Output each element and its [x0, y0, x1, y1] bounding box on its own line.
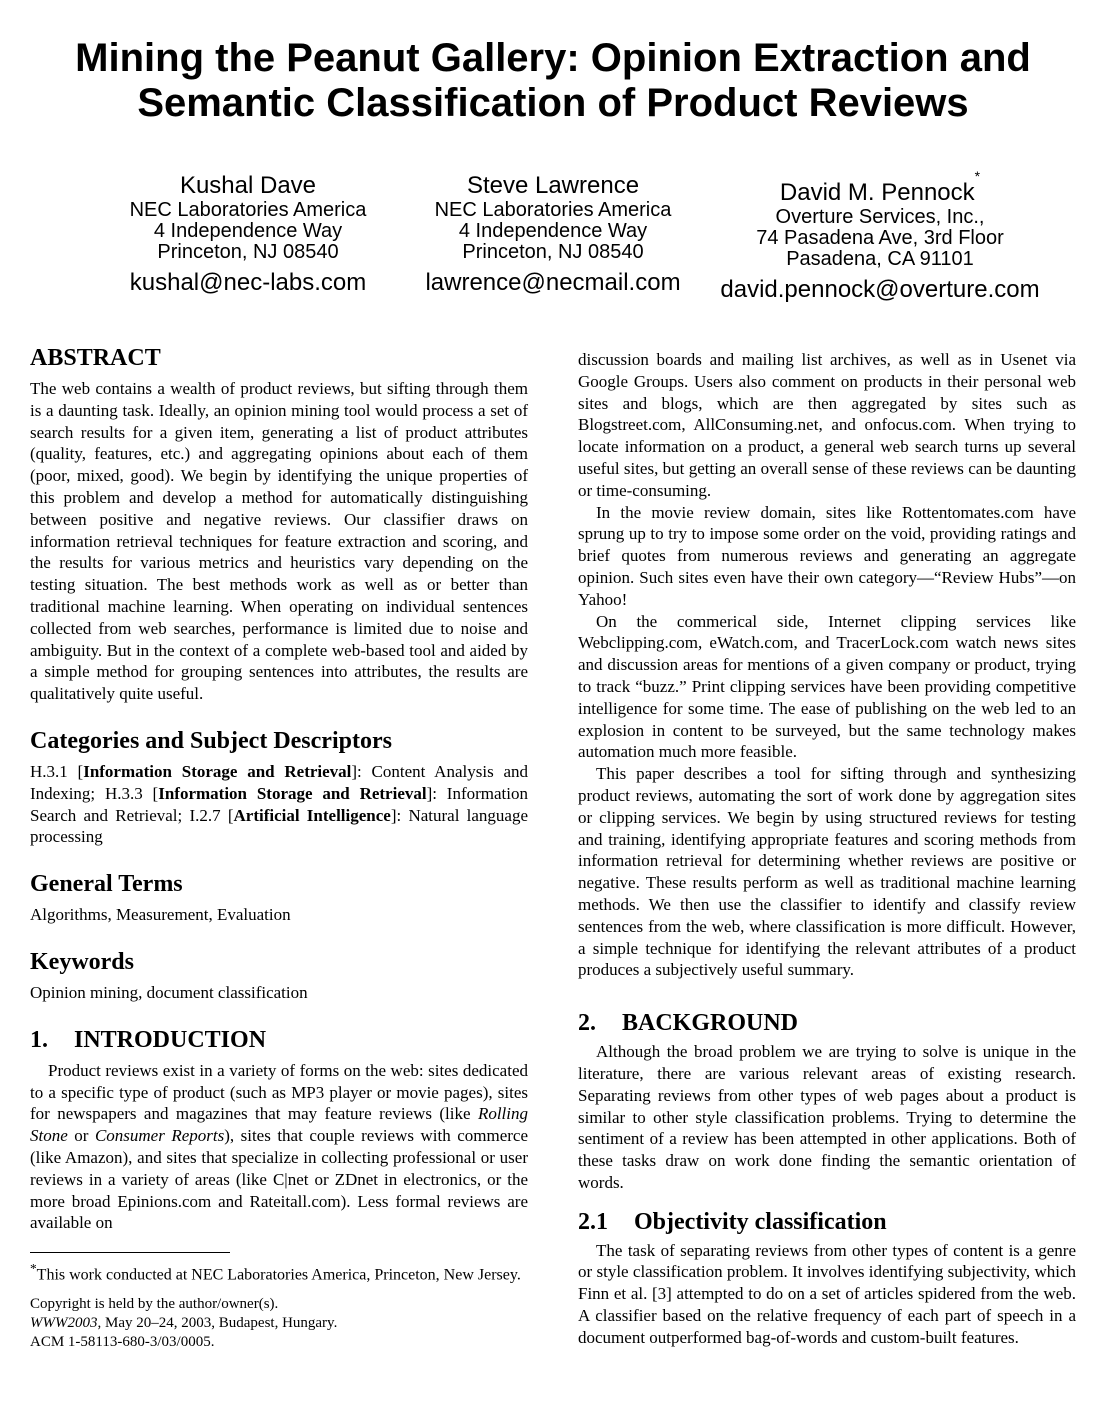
author-address-2: Princeton, NJ 08540	[157, 241, 339, 263]
conference-line: WWW2003, May 20–24, 2003, Budapest, Hungary.	[30, 1315, 338, 1332]
author-affiliation: Overture Services, Inc.,	[775, 206, 985, 228]
introduction-paragraph-1-continued: discussion boards and mailing list archives, as well as in Usenet via Google Groups. Users also comment on products in their personal web sites and blogs, which are then aggregated by sites such as Blogstreet.com, AllConsuming.net, and onfocus.com. When trying to locate information on a product, a general web search turns up several useful sites, but getting an overall sense of these reviews can be daunting or time-consuming.	[578, 350, 1076, 500]
general-terms-text: Algorithms, Measurement, Evaluation	[30, 905, 291, 925]
author-footnote-mark: *	[974, 168, 981, 184]
categories-text: H.3.1 [Information Storage and Retrieval]: Content Analysis and Indexing; H.3.3 [Information Storage and Retrieval]: Information Search and Retrieval; I.2.7 [Artificial Intelligence]: Natural language processing	[30, 761, 529, 847]
section-number: 1.	[30, 1026, 48, 1053]
section-number: 2.	[578, 1010, 596, 1037]
background-paragraph: Although the broad problem we are trying to solve is unique in the literature, there are various relevant areas of existing research. Separating reviews from other types of web pages about a product is similar to other style classification problems. Trying to determine the sentiment of a review has been attempted in other applications. Both of these tasks draw on work done finding the semantic orientation of words.	[578, 1042, 1076, 1192]
author-address-2: Princeton, NJ 08540	[462, 241, 644, 263]
keywords-heading: Keywords	[30, 948, 134, 975]
title-line-1: Mining the Peanut Gallery: Opinion Extraction and	[75, 36, 1031, 80]
right-column	[578, 349, 1076, 1349]
left-column	[30, 344, 528, 1352]
author-email: lawrence@necmail.com	[425, 269, 681, 296]
author-block-3	[705, 168, 1055, 304]
author-affiliation: NEC Laboratories America	[434, 199, 672, 221]
abstract-text: The web contains a wealth of product reviews, but sifting through them is a daunting task. Ideally, an opinion mining tool would process a set of search results for a given item, generating a list of product attributes (quality, features, etc.) and aggregating opinions about each of them (poor, mixed, good). We begin by identifying the unique properties of this problem and develop a method for automatically distinguishing between positive and negative reviews. Our classifier draws on information retrieval techniques for feature extraction and scoring, and the results for various metrics and heuristics vary depending on the testing situation. The best methods work as well as or better than traditional machine learning. When operating on individual sentences collected from web searches, performance is limited due to noise and ambiguity. But in the context of a complete web-based tool and aided by a simple method for grouping sentences into attributes, the results are qualitatively quite useful.	[30, 379, 528, 704]
copyright-notice	[30, 1295, 528, 1352]
author-block-2	[413, 172, 693, 297]
author-address-1: 4 Independence Way	[153, 220, 343, 242]
introduction-heading: 1. INTRODUCTION	[30, 1026, 267, 1053]
abstract-heading: ABSTRACT	[30, 345, 161, 371]
introduction-paragraph-1: Product reviews exist in a variety of forms on the web: sites dedicated to a specific type of product (such as MP3 player or movie pages), sites for newspapers and magazines that may feature reviews (like Rolling Stone or Consumer Reports), sites that couple reviews with commerce (like Amazon), and sites that specialize in collecting professional or user reviews in a variety of areas (like C|net or ZDnet in electronics, or the more broad Epinions.com and Rateitall.com). Less formal reviews are available on	[30, 1060, 528, 1233]
categories-heading: Categories and Subject Descriptors	[30, 727, 392, 754]
copyright-line: Copyright is held by the author/owner(s).	[30, 1296, 279, 1313]
acm-line: ACM 1-58113-680-3/03/0005.	[30, 1334, 215, 1351]
introduction-paragraph-4: This paper describes a tool for sifting through and synthesizing product reviews, automating the sort of work done by aggregation sites or clipping services. We begin by using structured reviews for testing and training, identifying appropriate features and scoring methods from information retrieval for determining whether reviews are positive or negative. These results perform as well as traditional machine learning methods. We then use the classifier to identify and classify review sentences from the web, where classification is more difficult. However, a simple technique for identifying the relevant attributes of a product produces a subjectively useful summary.	[578, 764, 1076, 980]
author-address-1: 74 Pasadena Ave, 3rd Floor	[756, 227, 1004, 249]
introduction-paragraph-3: On the commerical side, Internet clipping services like Webclipping.com, eWatch.com, and TracerLock.com watch news sites and discussion areas for mentions of a given company or product, trying to track “buzz.” Print clipping services have been providing competitive intelligence for some time. The ease of publishing on the web led to an explosion in content to be surveyed, but the same technology makes automation much more feasible.	[578, 611, 1076, 762]
author-email: kushal@nec-labs.com	[129, 269, 367, 296]
author-name: Steve Lawrence	[466, 172, 640, 199]
footnote-mark: *	[30, 1261, 37, 1277]
background-heading: 2. BACKGROUND	[578, 1010, 799, 1037]
footnote-rule	[30, 1252, 230, 1253]
objectivity-paragraph: The task of separating reviews from other types of content is a genre or style classification problem. It involves identifying subjectivity, which Finn et al. [3] attempted to do on a set of articles spidered from the web. A classifier based on the relative frequency of each part of speech in a document outperformed bag-of-words and custom-built features.	[578, 1240, 1076, 1347]
keywords-text: Opinion mining, document classification	[30, 982, 308, 1002]
section-number: 2.1	[578, 1208, 608, 1235]
author-address-2: Pasadena, CA 91101	[786, 248, 974, 270]
author-email: david.pennock@overture.com	[720, 276, 1040, 303]
introduction-paragraph-2: In the movie review domain, sites like Rottentomates.com have sprung up to try to impose some order on the void, providing ratings and brief quotes from numerous reviews and generating an aggregate opinion. Such sites even have their own category—“Review Hubs”—on Yahoo!	[578, 502, 1076, 609]
title-line-2: Semantic Classification of Product Reviews	[137, 81, 969, 125]
paper-title	[0, 36, 1106, 126]
footnote: *This work conducted at NEC Laboratories America, Princeton, New Jersey.	[30, 1261, 521, 1284]
author-address-1: 4 Independence Way	[458, 220, 648, 242]
author-name: Kushal Dave	[179, 172, 317, 199]
author-affiliation: NEC Laboratories America	[129, 199, 367, 221]
general-terms-heading: General Terms	[30, 871, 183, 898]
author-block-1	[103, 172, 393, 297]
objectivity-heading: 2.1 Objectivity classification	[578, 1208, 887, 1235]
author-name: David M. Pennock*	[779, 168, 981, 206]
